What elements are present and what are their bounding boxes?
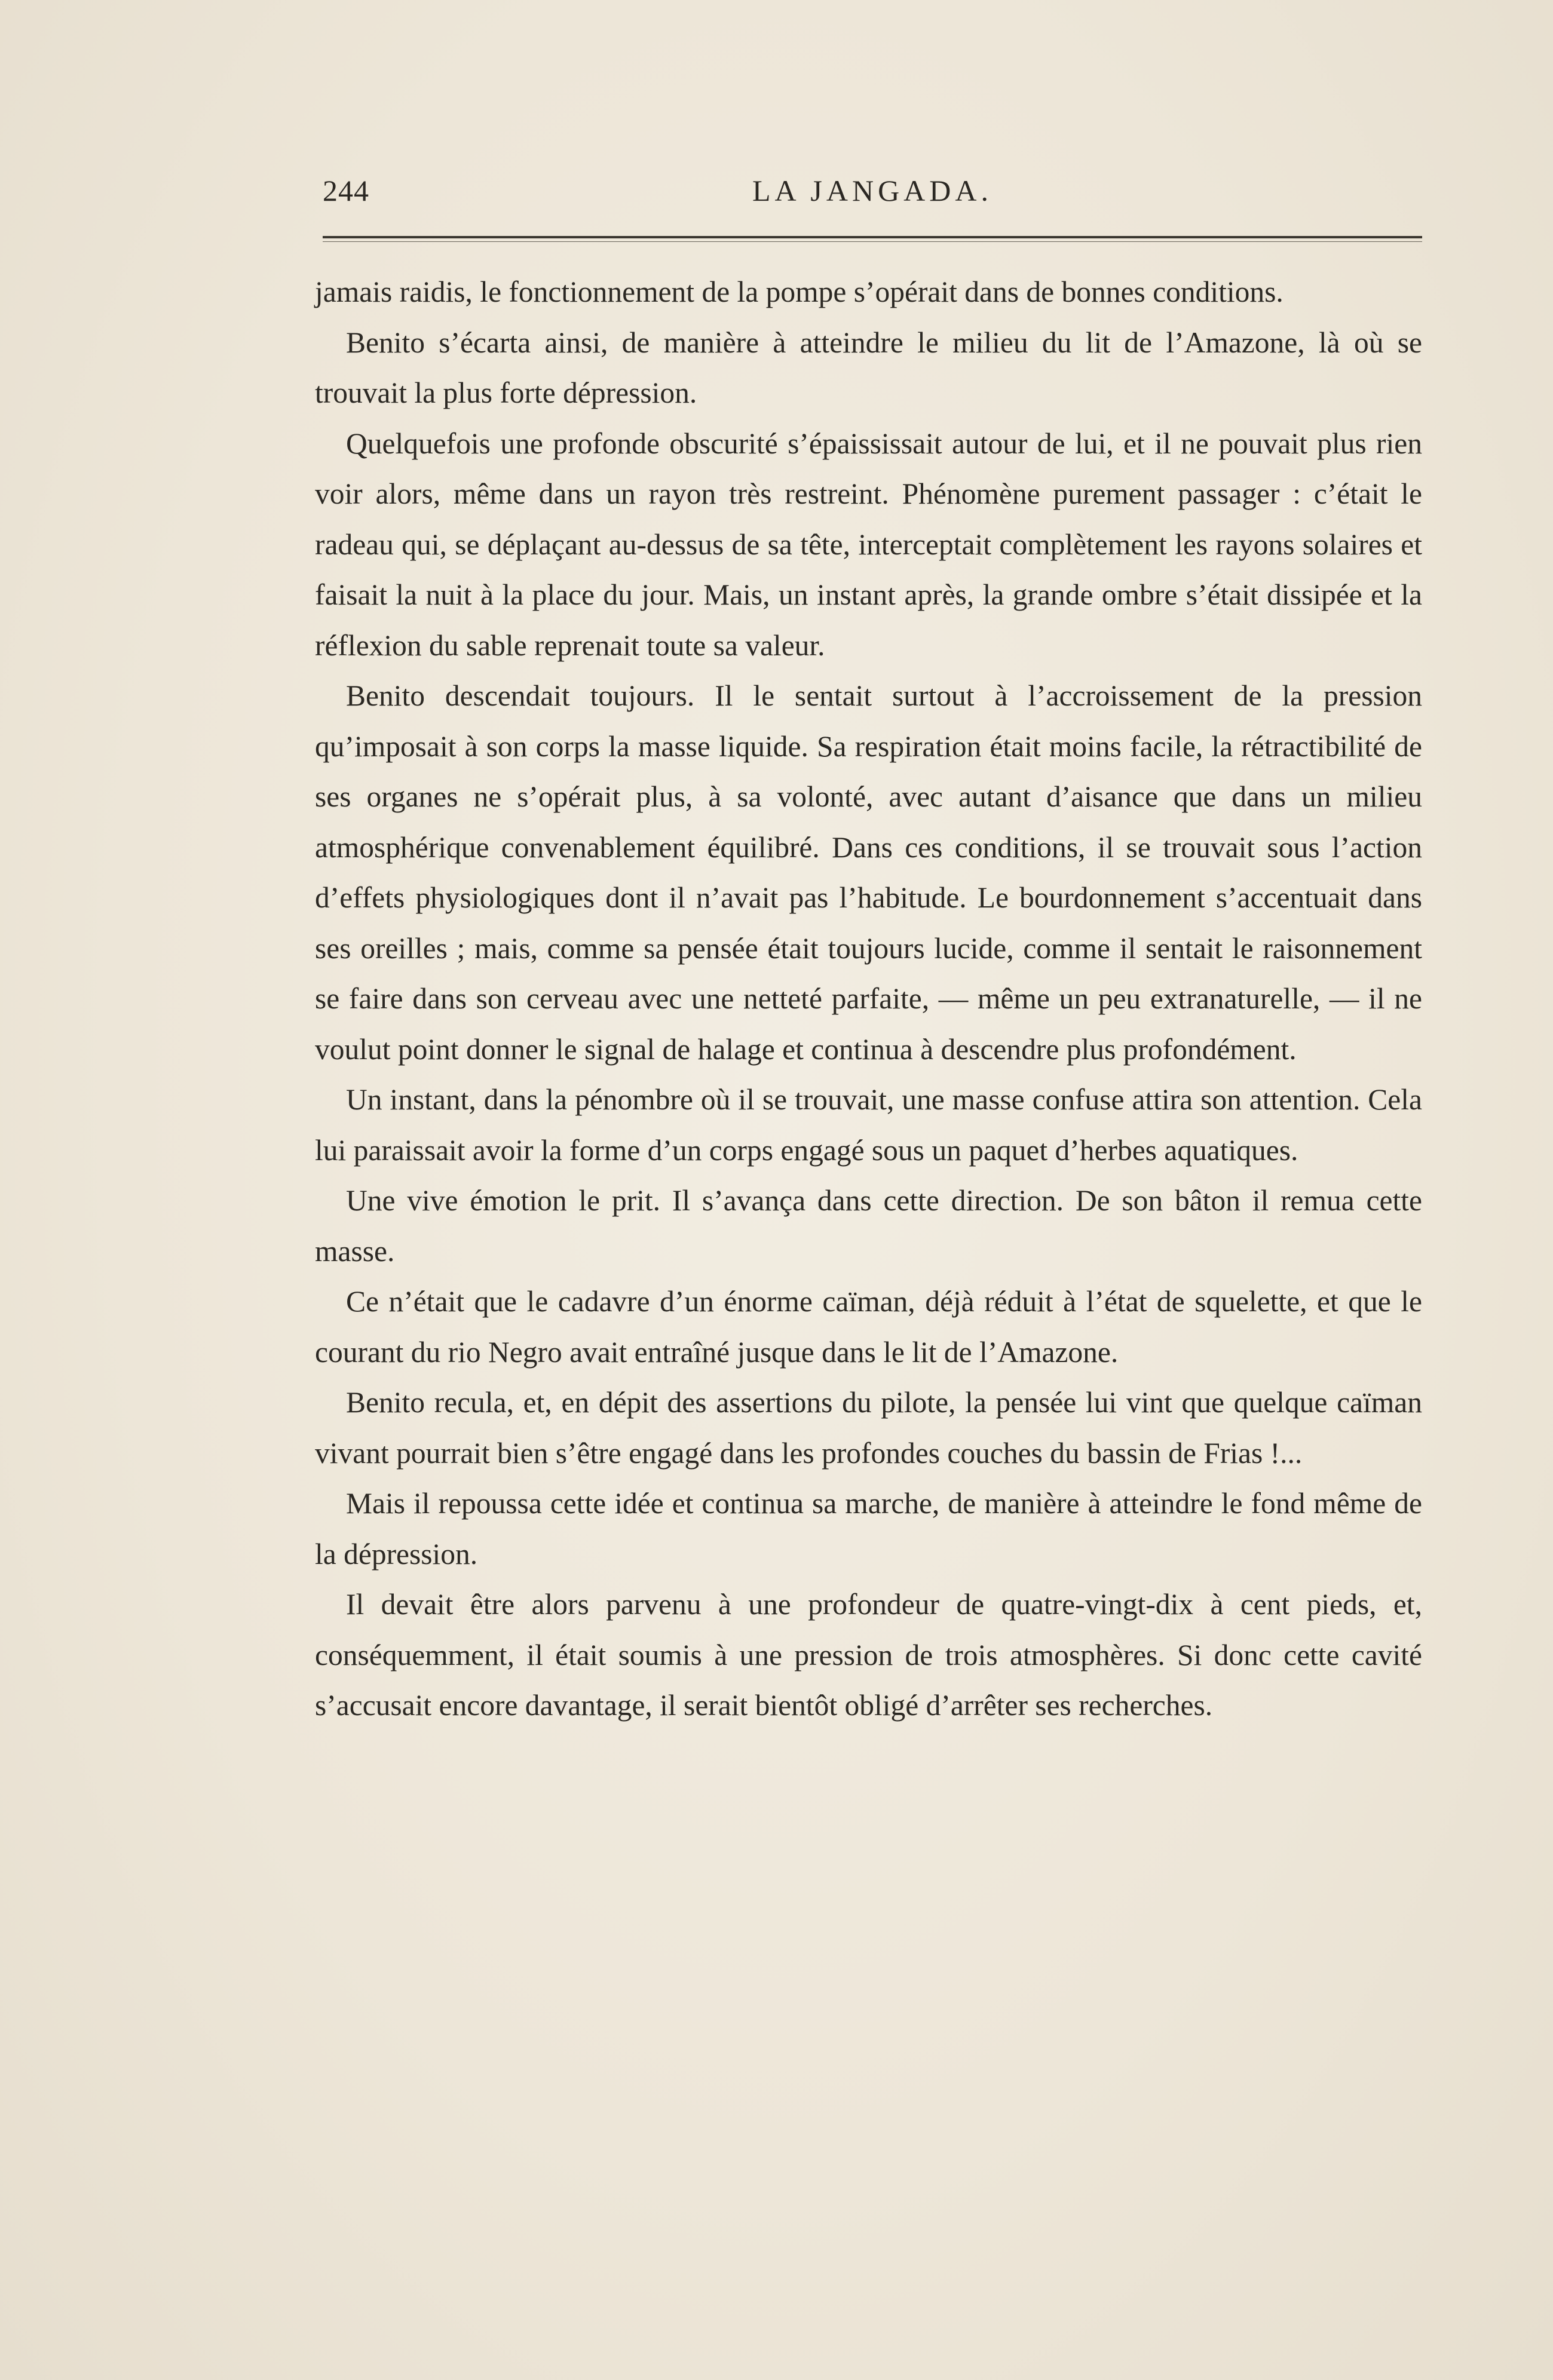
- page-header: [323, 173, 1422, 221]
- paragraph-8: Benito recula, et, en dépit des assertions du pilote, la pensée lui vint que quelque caïman vivant pourrait bien s’être engagé dans les profondes couches du bassin de Frias !...: [315, 1386, 1422, 1470]
- paragraph-4: Benito descendait toujours. Il le sentait surtout à l’accroissement de la pression qu’imposait à son corps la masse liquide. Sa respiration était moins facile, la rétractibilité de ses organes ne s’opérait plus, à sa volonté, avec autant d’aisance que dans un milieu atmosphérique convenablement équilibré. Dans ces conditions, il se trouvait sous l’action d’effets physiologiques dont il n’avait pas l’habitude. Le bourdonnement s’accentuait dans ses oreilles ; mais, comme sa pensée était toujours lucide, comme il sentait le raisonnement se faire dans son cerveau avec une netteté parfaite, — même un peu extranaturelle, — il ne voulut point donner le signal de halage et continua à descendre plus profondément.: [315, 679, 1422, 1066]
- paragraph-6: Une vive émotion le prit. Il s’avança dans cette direction. De son bâton il remua cette masse.: [315, 1184, 1422, 1268]
- paragraph-1: jamais raidis, le fonctionnement de la pompe s’opérait dans de bonnes conditions.: [315, 275, 1284, 308]
- header-rule: [323, 236, 1422, 238]
- running-title: LA JANGADA.: [752, 174, 993, 207]
- paragraph-7: Ce n’était que le cadavre d’un énorme caïman, déjà réduit à l’état de squelette, et que le courant du rio Negro avait entraîné jusque dans le lit de l’Amazone.: [315, 1285, 1422, 1369]
- paragraph-5: Un instant, dans la pénombre où il se trouvait, une masse confuse attira son attention. Cela lui paraissait avoir la forme d’un corps engagé sous un paquet d’herbes aquatiques.: [315, 1083, 1422, 1167]
- paragraph-10: Il devait être alors parvenu à une profondeur de quatre-vingt-dix à cent pieds, et, conséquemment, il était soumis à une pression de trois atmosphères. Si donc cette cavité s’accusait encore davantage, il serait bientôt obligé d’arrêter ses recherches.: [315, 1588, 1422, 1722]
- paragraph-3: Quelquefois une profonde obscurité s’épaississait autour de lui, et il ne pouvait plus rien voir alors, même dans un rayon très restreint. Phénomène purement passager : c’était le radeau qui, se déplaçant au-dessus de sa tête, interceptait complètement les rayons solaires et faisait la nuit à la place du jour. Mais, un instant après, la grande ombre s’était dissipée et la réflexion du sable reprenait toute sa valeur.: [315, 427, 1422, 662]
- paragraph-9: Mais il repoussa cette idée et continua sa marche, de manière à atteindre le fond même de la dépression.: [315, 1487, 1422, 1571]
- page-number: 244: [323, 174, 369, 207]
- body-text: [315, 267, 1422, 1731]
- paragraph-2: Benito s’écarta ainsi, de manière à atteindre le milieu du lit de l’Amazone, là où se trouvait la plus forte dépression.: [315, 326, 1422, 409]
